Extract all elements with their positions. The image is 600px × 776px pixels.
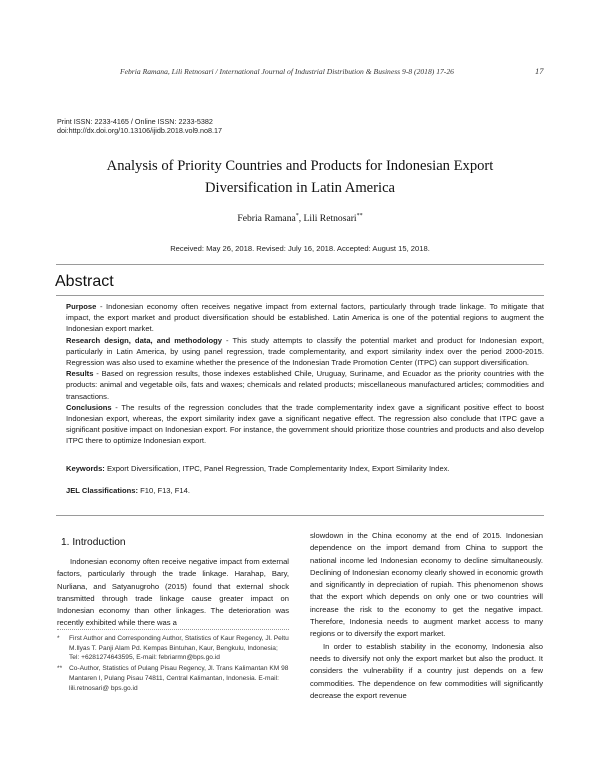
design-text: - This study attempts to classify the potential market and product for Indonesian export, particularly in Latin America, by using panel regression, trade complementarity, and export similarity index over the period 2000-2015. Regression was also used to examine whether the presence of the Indonesian Trade Promotion Center (ITPC) can support diversification. [66, 335, 545, 368]
footnote-1 [57, 634, 289, 663]
doi-line: doi:http://dx.doi.org/10.13106/ijidb.2018.vol9.no8.17 [57, 126, 223, 136]
results-text: - Based on regression results, those indexes established Chile, Uruguay, Suriname, and Ecuador as the priority countries with the products: animal and vegetable oils, fats and waxes; chemicals and related products; miscellaneous manufactured articles; commodities and transactions. [66, 369, 544, 401]
abstract-purpose [66, 301, 544, 335]
received-dates: Received: May 26, 2018. Revised: July 16, 2018. Accepted: August 15, 2018. [170, 244, 430, 253]
running-header: Febria Ramana, Lili Retnosari / International Journal of Industrial Distribution & Business 9-8 (2018) 17-26 [120, 67, 454, 76]
footnote-2 [57, 664, 289, 693]
abstract-heading: Abstract [55, 273, 114, 290]
footnote-2-mark: ** [57, 665, 63, 673]
intro-right-column [310, 530, 543, 702]
issn-block [57, 117, 222, 136]
abstract-conclusions [66, 402, 544, 447]
divider-bottom [56, 515, 544, 516]
authors [60, 213, 540, 224]
author-separator: , [298, 213, 304, 224]
section-heading-introduction: 1. Introduction [61, 537, 126, 548]
keywords [66, 463, 544, 474]
keywords-text: Export Diversification, ITPC, Panel Regression, Trade Complementarity Index, Export Similarity Index. [104, 464, 450, 473]
abstract-results [66, 368, 544, 402]
article-title [60, 156, 540, 199]
keywords-label: Keywords: [66, 464, 105, 473]
footnote-divider [57, 629, 289, 630]
author-2-mark: ** [356, 213, 363, 219]
intro-paragraph-left: Indonesian economy often receive negative impact from external factors, particularly through the trade linkage. Harahap, Bary, Nurliana, and Satyanugroho (2015) found that external shock transmitted through trade linkage cause greater impact on Indonesian economy than other linkages. The deterioration was recently exhibited while there was a [57, 557, 289, 628]
conclusions-label: Conclusions [66, 402, 112, 412]
jel-text: F10, F13, F14. [138, 486, 190, 495]
divider-top [56, 264, 544, 265]
conclusions-text: - The results of the regression concludes that the trade complementarity index gave a significant positive effect to boost Indonesian export, whereas, the export similarity index gave a significant negative effect. The regression also conclude that ITPC gave a significant positive impact on Indonesian export. For instance, the government should prioritize those countries and products and also develop ITPC there to optimize Indonesian export. [66, 402, 544, 446]
title-line-1: Analysis of Priority Countries and Products for Indonesian Export [106, 158, 494, 174]
purpose-text: - Indonesian economy often receives negative impact from external factors, particularly through trade linkage. To mitigate that impact, the export market and product diversification should be established. Latin America is one of the potential regions to augment the Indonesian export market. [66, 302, 544, 334]
results-label: Results [66, 369, 94, 379]
footnotes [57, 634, 289, 694]
jel-classifications [66, 485, 544, 496]
abstract-design [66, 335, 544, 369]
divider-abstract [56, 295, 544, 296]
design-label: Research design, data, and methodology [66, 335, 222, 345]
intro-paragraph-right-1: slowdown in the China economy at the end of 2015. Indonesian dependence on the import demand from China to support the national income led Indonesian economy to decline simultaneously. Declining of Indonesian economy clearly showed in economic growth and significantly in depreciation of rupiah. This phenomenon shows that the export which depends on only one or two countries will increase the risk to the economy to get the negative impact. Therefore, Indonesia needs to augment market access to many regions or to diversify the export market. [310, 531, 543, 639]
footnote-1-text: First Author and Corresponding Author, Statistics of Kaur Regency, Jl. Peltu M.Ilyas T. Panji Alam Pd. Kempas Bintuhan, Kaur, Bengkulu, Indonesia; Tel: +6281274643595, E-mail: febriarmn@bps.go.id [69, 635, 289, 662]
author-1-mark: * [295, 213, 299, 219]
intro-paragraph-right-2: In order to establish stability in the economy, Indonesia also needs to diversify not only the export market but also the product. It considers the vulnerability if a country just depends on a few commodities. The dependence on few commodities will significantly decrease the export revenue [310, 641, 543, 700]
footnote-1-mark: * [57, 635, 60, 642]
jel-label: JEL Classifications: [66, 486, 139, 495]
author-1: Febria Ramana [237, 213, 296, 224]
title-line-2: Diversification in Latin America [204, 179, 396, 196]
author-2: Lili Retnosari [303, 213, 357, 224]
purpose-label: Purpose [66, 302, 97, 311]
footnote-2-text: Co-Author, Statistics of Pulang Pisau Regency, Jl. Trans Kalimantan KM 98 Mantaren I, Pulang Pisau 74811, Central Kalimantan, Indonesia. E-mail: lili.retnosari@ bps.go.id [69, 665, 289, 692]
issn-line: Print ISSN: 2233-4165 / Online ISSN: 2233-5382 [57, 117, 213, 126]
page-number: 17 [535, 66, 544, 76]
abstract-body [66, 301, 544, 447]
